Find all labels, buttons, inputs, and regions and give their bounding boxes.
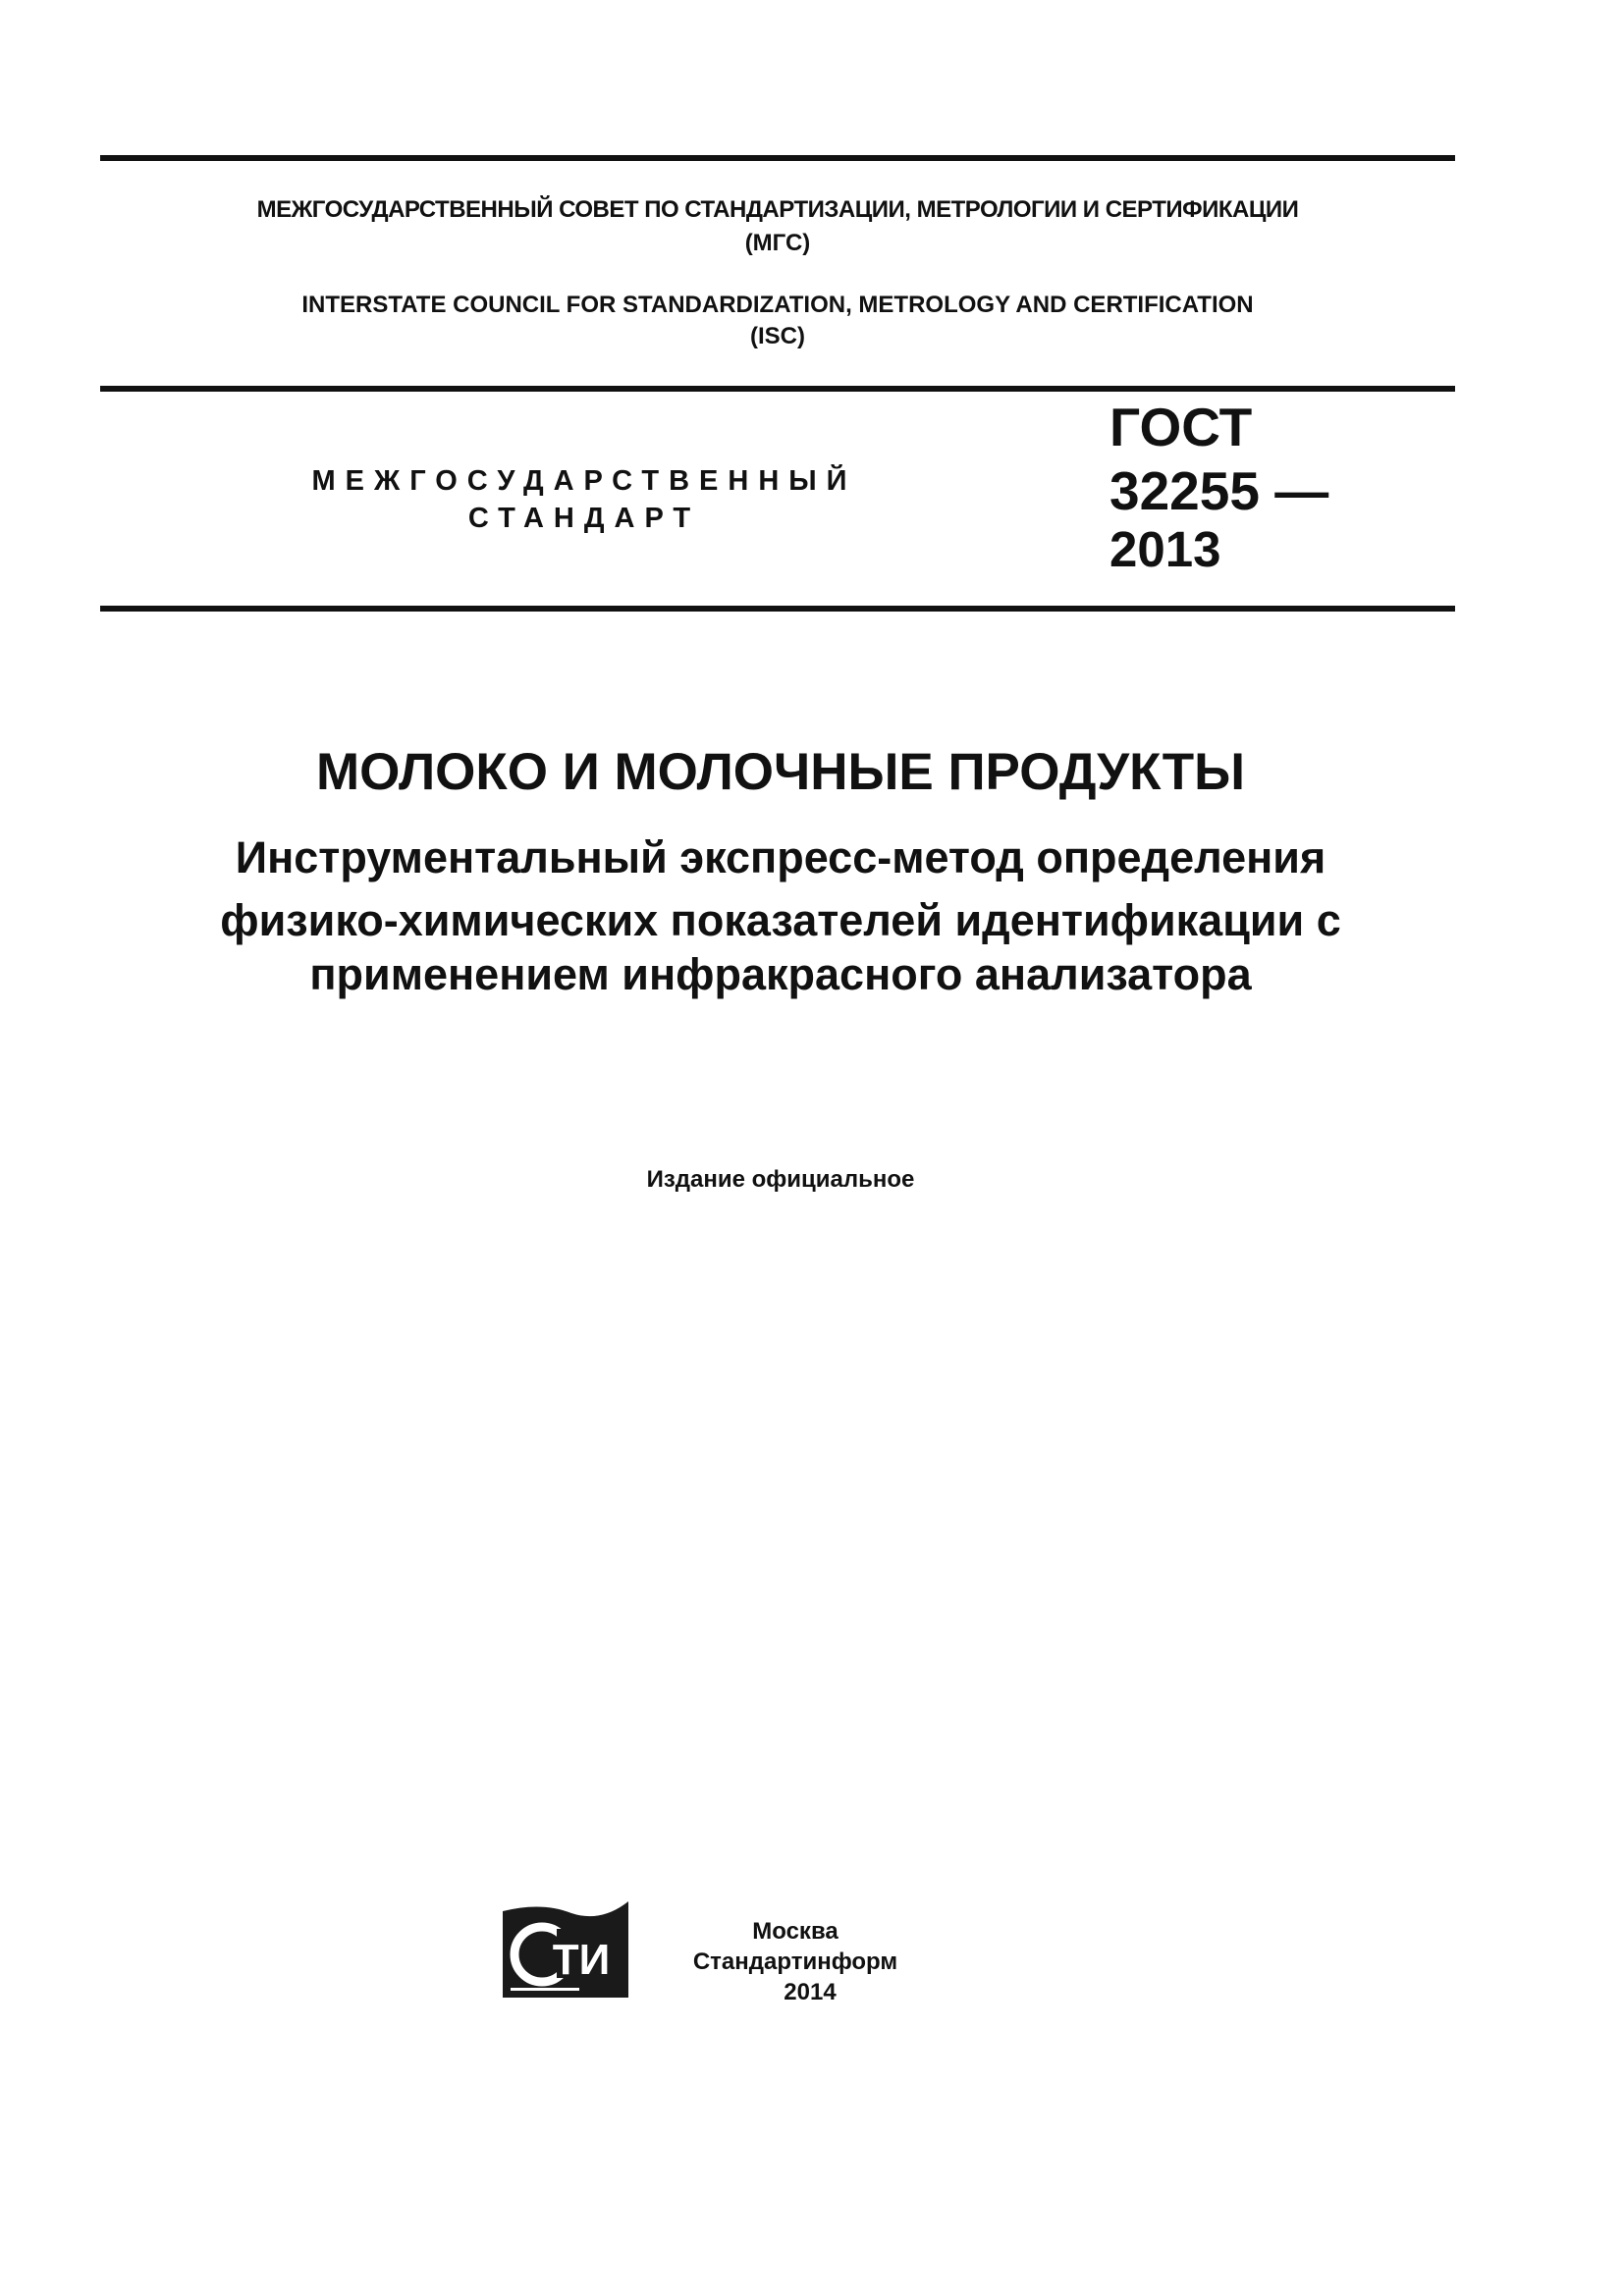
subtitle-line1: Инструментальный экспресс-метод определения (235, 832, 1326, 882)
svg-text:ТИ: ТИ (552, 1936, 611, 1984)
council-ru-abbr: (МГС) (744, 230, 811, 256)
council-ru: МЕЖГОСУДАРСТВЕННЫЙ СОВЕТ ПО СТАНДАРТИЗАЦИИ, МЕТРОЛОГИИ И СЕРТИФИКАЦИИ (256, 196, 1299, 223)
standard-code-line2: 32255 — (1109, 460, 1329, 521)
publisher-year: 2014 (784, 1979, 837, 2005)
standard-type-line1: МЕЖГОСУДАРСТВЕННЫЙ (311, 465, 857, 497)
subtitle-line3: применением инфракрасного анализатора (309, 949, 1252, 999)
publisher-name: Стандартинформ (692, 1949, 898, 1975)
middle-rule (100, 386, 1455, 392)
publisher-logo (503, 1899, 628, 1998)
subtitle-line2: физико-химических показателей идентификации с (220, 895, 1341, 945)
document-title: МОЛОКО И МОЛОЧНЫЕ ПРОДУКТЫ (315, 743, 1246, 801)
edition-label: Издание официальное (646, 1166, 915, 1193)
bottom-rule (100, 606, 1455, 612)
standard-type-line2: СТАНДАРТ (467, 503, 701, 534)
standard-code-line3: 2013 (1109, 521, 1221, 577)
council-en: INTERSTATE COUNCIL FOR STANDARDIZATION, METROLOGY AND CERTIFICATION (301, 292, 1254, 318)
council-en-abbr: (ISC) (750, 323, 805, 349)
publisher-city: Москва (752, 1918, 839, 1945)
top-rule (100, 155, 1455, 161)
standard-code-line1: ГОСТ (1109, 397, 1253, 457)
